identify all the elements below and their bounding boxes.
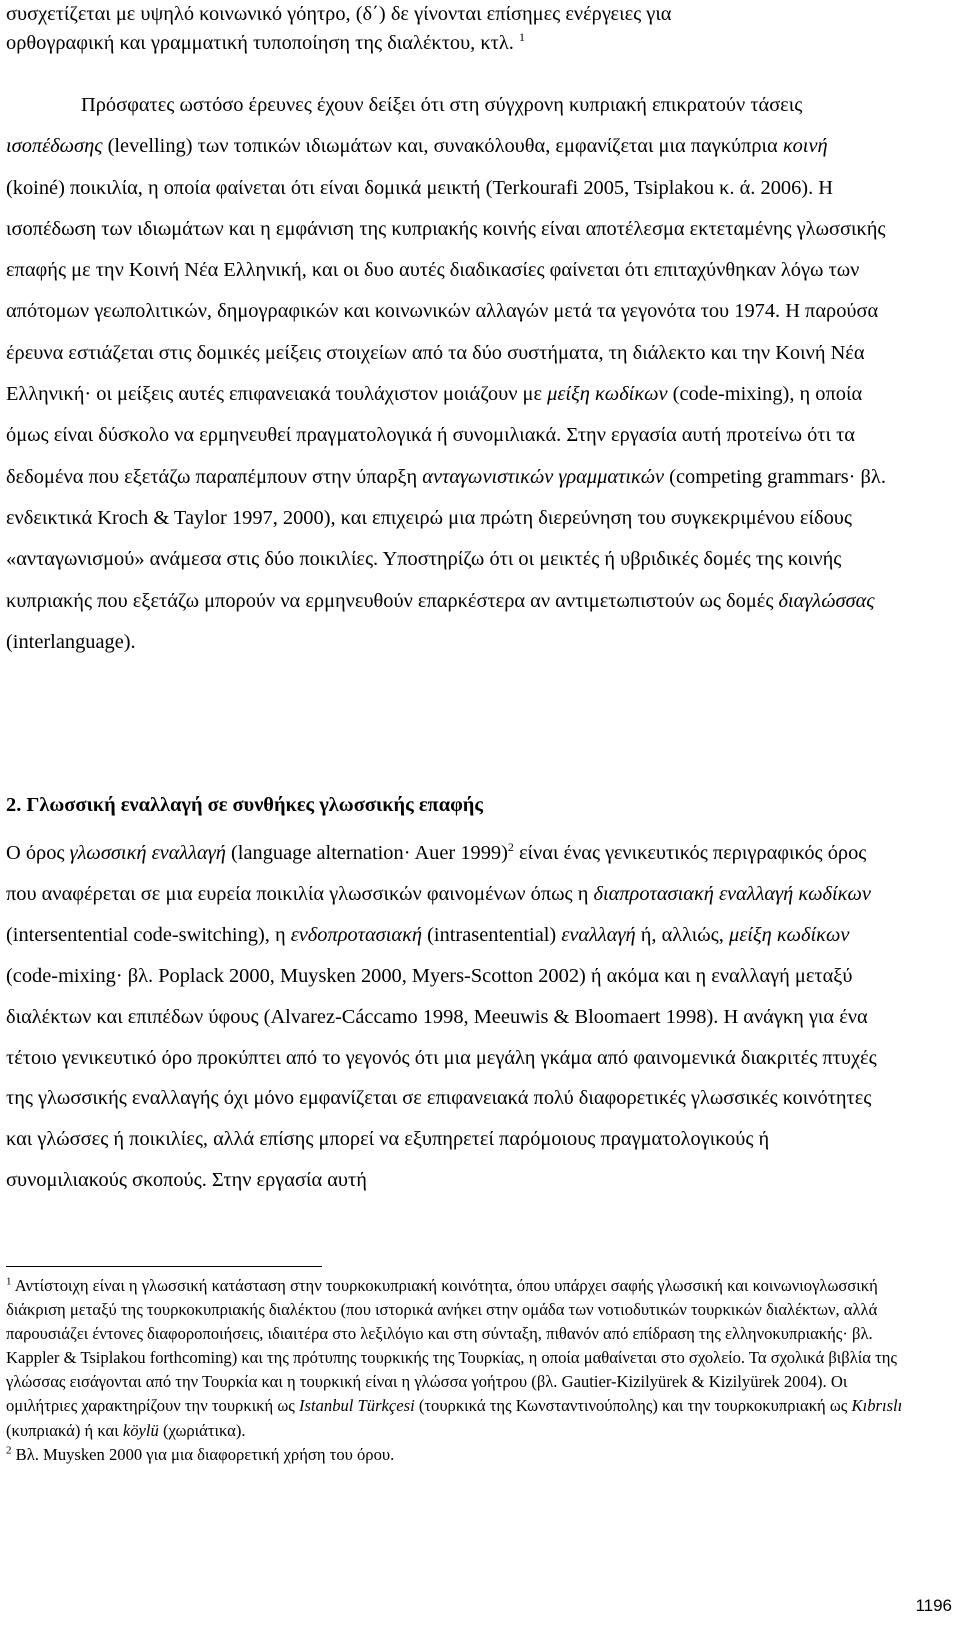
footnote-number: 2 — [6, 1444, 12, 1457]
page-number: 1196 — [915, 1596, 952, 1615]
paragraph-continued — [6, 0, 886, 57]
footnote-ref[interactable]: 1 — [518, 29, 525, 44]
paragraph-line: ορθογραφική και γραμματική τυποποίηση της διαλέκτου, κτλ. — [6, 31, 514, 54]
italic-term: μείξη κωδίκων — [728, 923, 850, 946]
paragraph-section-2: Ο όρος γλωσσική εναλλαγή (language alternation· Auer 1999)$^2$ είναι ένας γενικευτικός περιγραφικός όρος που αναφέρεται σε μια ευρεία ποικιλία γλωσσικών φαινομένων όπως η διαπροτασιακή εναλλαγή κωδίκων (intersentential code-switching), η ενδοπροτασιακή (intrasentential) εναλλαγή ή, αλλιώς, μείξη κωδίκων (code-mixing· βλ. Poplack 2000, Muysken 2000, Myers-Scotton 2002) ή ακόμα και η εναλλαγή μεταξύ διαλέκτων και επιπέδων ύφους (Alvarez-Cáccamo 1998, Meeuwis & Bloomaert 1998). Η ανάγκη για ένα τέτοιο γενικευτικό όρο προκύπτει από το γεγονός ότι μια μεγάλη γκάμα από φαινομενικά διακριτές πτυχές της γλωσσικής εναλλαγής όχι μόνο εμφανίζεται σε επιφανειακά πολύ διαφορετικές γλωσσικές κοινότητες και γλώσσες ή ποικιλίες, αλλά επίσης μπορεί να εξυπηρετεί παρόμοιους πραγματολογικούς ή συνομιλιακούς σκοπούς. Στην εργασία αυτή — [6, 840, 877, 1192]
italic-term: ισοπέδωσης — [6, 135, 103, 158]
paragraph-line: συσχετίζεται με υψηλό κοινωνικό γόητρο, (δ΄) δε γίνονται επίσημες ενέργειες για — [6, 3, 672, 25]
footnote-1: $^1$ Αντίστοιχη είναι η γλωσσική κατάσταση στην τουρκοκυπριακή κοινότητα, όπου υπάρχει σαφής γλωσσική και κοινωνιογλωσσική διάκριση μεταξύ της τουρκοκυπριακής διαλέκτου (που ιστορικά ανήκει στην ομάδα των νοτιοδυτικών τουρκικών διαλέκτων, αλλά παρουσιάζει έντονες διαφοροποιήσεις, ιδιαιτέρα στο λεξιλόγιο και στη σύνταξη, πιθανόν από επίδραση της ελληνοκυπριακής· βλ. Kappler & Tsiplakou forthcoming) και της πρότυπης τουρκικής της Τουρκίας, η οποία μαθαίνεται στο σχολείο. Τα σχολικά βιβλία της γλώσσας εισάγονται από την Τουρκία και η τουρκική είναι η γλώσσα γοήτρου (βλ. Gautier-Kizilyürek & Kizilyürek 2004). Οι ομιλήτριες χαρακτηρίζουν την τουρκική ως Istanbul Türkçesi (τουρκικά της Κωνσταντινούπολης) και την τουρκοκυπριακή ως Kıbrıslı (κυπριακά) ή και köylü (χωριάτικα). — [6, 1275, 903, 1440]
footnote-ref[interactable]: 2 — [507, 840, 514, 855]
section-heading: 2. Γλωσσική εναλλαγή σε συνθήκες γλωσσικής επαφής — [6, 794, 483, 816]
italic-term: εναλλαγή — [561, 923, 636, 946]
italic-term: κοινή — [782, 135, 828, 158]
italic-term: μείξη κωδίκων — [547, 383, 668, 406]
italic-term: γλωσσική εναλλαγή — [69, 842, 226, 864]
italic-term: ανταγωνιστικών γραμματικών — [422, 465, 665, 488]
footnotes — [6, 1274, 906, 1467]
paragraph-intro: Πρόσφατες ωστόσο έρευνες έχουν δείξει ότι στη σύγχρονη κυπριακή επικρατούν τάσεις ισοπέδωσης (levelling) των τοπικών ιδιωμάτων και, συνακόλουθα, εμφανίζεται μια παγκύπρια κοινή (koiné) ποικιλία, η οποία φαίνεται ότι είναι δομικά μεικτή (Terkourafi 2005, Tsiplakou κ. ά. 2006). Η ισοπέδωση των ιδιωμάτων και η εμφάνιση της κυπριακής κοινής είναι αποτέλεσμα εκτεταμένης γλωσσικής επαφής με την Κοινή Νέα Ελληνική, και οι δυο αυτές διαδικασίες φαίνεται ότι επιταχύνθηκαν λόγω των απότομων γεωπολιτικών, δημογραφικών και κοινωνικών αλλαγών μετά τα γεγονότα του 1974. Η παρούσα έρευνα εστιάζεται στις δομικές μείξεις στοιχείων από τα δύο συστήματα, τη διάλεκτο και την Κοινή Νέα Ελληνική· οι μείξεις αυτές επιφανειακά τουλάχιστον μοιάζουν με μείξη κωδίκων (code-mixing), η οποία όμως είναι δύσκολο να ερμηνευθεί πραγματολογικά ή συνομιλιακά. Στην εργασία αυτή προτείνω ότι τα δεδομένα που εξετάζω παραπέμπουν στην ύπαρξη ανταγωνιστικών γραμματικών (competing grammars· βλ. ενδεικτικά Kroch & Taylor 1997, 2000), και επιχειρώ μια πρώτη διερεύνηση του συγκεκριμένου είδους «ανταγωνισμού» ανάμεσα στις δύο ποικιλίες. Υποστηρίζω ότι οι μεικτές ή υβριδικές δομές της κοινής κυπριακής που εξετάζω μπορούν να ερμηνευθούν επαρκέστερα αν αντιμετωπιστούν ως δομές διαγλώσσας (interlanguage). — [6, 94, 886, 653]
italic-term: διαγλώσσας — [778, 589, 875, 612]
italic-term: διαπροτασιακή εναλλαγή κωδίκων — [593, 882, 871, 905]
footnote-2: $^2$ Βλ. Muysken 2000 για μια διαφορετική χρήση του όρου. — [6, 1444, 395, 1464]
italic-term: ενδοπροτασιακή — [290, 923, 423, 946]
footnote-number: 1 — [6, 1275, 12, 1288]
footnote-separator — [6, 1266, 322, 1267]
